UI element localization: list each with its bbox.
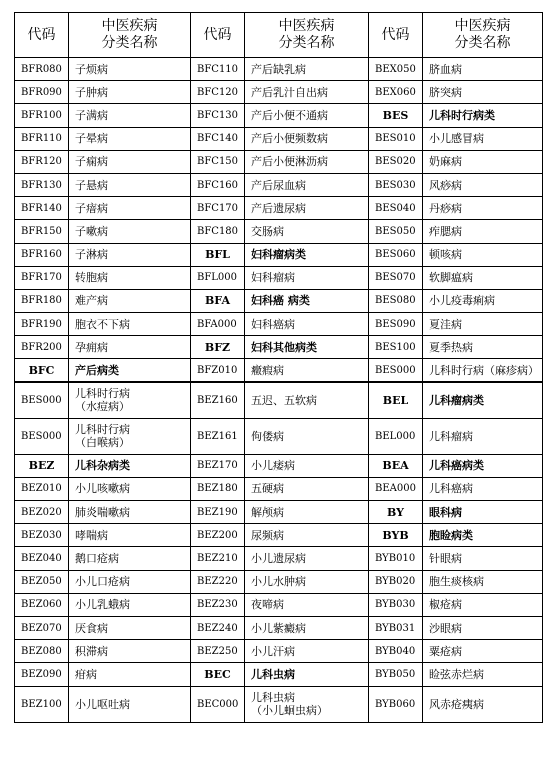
disease-name-cell: 转胞病 xyxy=(69,266,191,289)
category-name-cell: 儿科虫病 xyxy=(245,663,369,686)
disease-name-cell: 产后遗尿病 xyxy=(245,197,369,220)
code-cell: BEZ210 xyxy=(191,547,245,570)
category-code-cell: BYB xyxy=(369,524,423,547)
table-row xyxy=(15,418,543,454)
code-cell: BES100 xyxy=(369,336,423,359)
disease-name-cell: 子满病 xyxy=(69,104,191,127)
code-cell: BEZ070 xyxy=(15,616,69,639)
disease-name-cell: 产后小便淋沥病 xyxy=(245,150,369,173)
category-name-cell: 妇科其他病类 xyxy=(245,336,369,359)
disease-name-cell: 儿科时行病 （白喉病） xyxy=(69,418,191,454)
code-cell: BFR200 xyxy=(15,336,69,359)
code-cell: BEZ040 xyxy=(15,547,69,570)
disease-name-cell: 儿科虫病 （小儿蛔虫病） xyxy=(245,686,369,722)
code-cell: BFL000 xyxy=(191,266,245,289)
code-cell: BFR080 xyxy=(15,58,69,81)
disease-name-cell: 儿科时行病 （水痘病） xyxy=(69,382,191,418)
table-row xyxy=(15,150,543,173)
header-name-line1: 中医疾病 xyxy=(278,18,335,34)
disease-name-cell: 子瘖病 xyxy=(69,197,191,220)
code-cell: BEZ080 xyxy=(15,640,69,663)
disease-name-cell: 厌食病 xyxy=(69,616,191,639)
table-body xyxy=(15,58,543,723)
disease-name-cell: 丹痧病 xyxy=(423,197,543,220)
disease-name-cell: 尿频病 xyxy=(245,524,369,547)
code-cell: BYB050 xyxy=(369,663,423,686)
code-cell: BFR130 xyxy=(15,173,69,196)
code-cell: BEZ230 xyxy=(191,593,245,616)
code-cell: BES030 xyxy=(369,173,423,196)
disease-name-cell: 难产病 xyxy=(69,289,191,312)
code-cell: BYB030 xyxy=(369,593,423,616)
code-cell: BEZ190 xyxy=(191,501,245,524)
disease-name-cell: 产后小便频数病 xyxy=(245,127,369,150)
disease-name-cell: 子淋病 xyxy=(69,243,191,266)
disease-name-cell: 沙眼病 xyxy=(423,616,543,639)
disease-name-cell: 积滞病 xyxy=(69,640,191,663)
category-name-cell: 胞睑病类 xyxy=(423,524,543,547)
table-row xyxy=(15,289,543,312)
code-cell: BFC150 xyxy=(191,150,245,173)
disease-name-cell: 子烦病 xyxy=(69,58,191,81)
table-row xyxy=(15,477,543,500)
disease-name-cell: 肺炎喘嗽病 xyxy=(69,501,191,524)
disease-name-cell: 解颅病 xyxy=(245,501,369,524)
header-name-1 xyxy=(69,13,191,58)
disease-name-cell: 胞生痰核病 xyxy=(423,570,543,593)
code-cell: BFR120 xyxy=(15,150,69,173)
code-cell: BEZ020 xyxy=(15,501,69,524)
table-row xyxy=(15,58,543,81)
code-cell: BFC110 xyxy=(191,58,245,81)
disease-name-cell: 椒疮病 xyxy=(423,593,543,616)
code-cell: BES000 xyxy=(369,359,423,382)
code-cell: BES010 xyxy=(369,127,423,150)
disease-name-cell: 风痧病 xyxy=(423,173,543,196)
code-cell: BYB031 xyxy=(369,616,423,639)
code-cell: BEZ100 xyxy=(15,686,69,722)
category-name-cell: 儿科时行病类 xyxy=(423,104,543,127)
disease-name-cell: 小儿紫癜病 xyxy=(245,616,369,639)
code-cell: BFR170 xyxy=(15,266,69,289)
table-row xyxy=(15,197,543,220)
disease-name-cell: 哮喘病 xyxy=(69,524,191,547)
header-code-3: 代码 xyxy=(369,13,423,58)
table-row xyxy=(15,640,543,663)
category-code-cell: BFZ xyxy=(191,336,245,359)
disease-name-cell: 子悬病 xyxy=(69,173,191,196)
disease-name-cell: 鹅口疮病 xyxy=(69,547,191,570)
table-row xyxy=(15,266,543,289)
disease-name-cell: 小儿咳嗽病 xyxy=(69,477,191,500)
category-name-cell: 儿科瘤病类 xyxy=(423,382,543,418)
table-row xyxy=(15,127,543,150)
code-cell: BFC160 xyxy=(191,173,245,196)
category-code-cell: BFA xyxy=(191,289,245,312)
disease-name-cell: 子嗽病 xyxy=(69,220,191,243)
code-cell: BES000 xyxy=(15,418,69,454)
code-cell: BFC140 xyxy=(191,127,245,150)
header-name-line1: 中医疾病 xyxy=(454,18,511,34)
header-name-3 xyxy=(423,13,543,58)
category-name-cell: 儿科癌病类 xyxy=(423,454,543,477)
disease-name-cell: 夜啼病 xyxy=(245,593,369,616)
code-cell: BEX060 xyxy=(369,81,423,104)
disease-name-cell: 交肠病 xyxy=(245,220,369,243)
disease-name-cell: 夏季热病 xyxy=(423,336,543,359)
category-code-cell: BEA xyxy=(369,454,423,477)
code-cell: BEZ200 xyxy=(191,524,245,547)
disease-name-cell: 粟疮病 xyxy=(423,640,543,663)
category-name-cell: 眼科病 xyxy=(423,501,543,524)
disease-name-cell: 痄腮病 xyxy=(423,220,543,243)
disease-name-cell: 孕痈病 xyxy=(69,336,191,359)
table-header-row xyxy=(15,13,543,58)
code-cell: BFZ010 xyxy=(191,359,245,382)
disease-name-cell: 小儿痿病 xyxy=(245,454,369,477)
disease-name-cell: 产后乳汁自出病 xyxy=(245,81,369,104)
disease-code-table-container xyxy=(14,12,543,723)
disease-name-cell: 妇科瘤病 xyxy=(245,266,369,289)
category-code-cell: BES xyxy=(369,104,423,127)
code-cell: BES050 xyxy=(369,220,423,243)
code-cell: BFC120 xyxy=(191,81,245,104)
category-code-cell: BFC xyxy=(15,359,69,382)
disease-name-cell: 儿科瘤病 xyxy=(423,418,543,454)
category-code-cell: BFL xyxy=(191,243,245,266)
code-cell: BEZ250 xyxy=(191,640,245,663)
disease-name-cell: 儿科时行病（麻疹病） xyxy=(423,359,543,382)
category-code-cell: BEC xyxy=(191,663,245,686)
code-cell: BEZ030 xyxy=(15,524,69,547)
code-cell: BEZ090 xyxy=(15,663,69,686)
code-cell: BFC130 xyxy=(191,104,245,127)
code-cell: BFC180 xyxy=(191,220,245,243)
disease-name-cell: 小儿呕吐病 xyxy=(69,686,191,722)
disease-name-cell: 产后尿血病 xyxy=(245,173,369,196)
table-row xyxy=(15,454,543,477)
disease-name-cell: 子痫病 xyxy=(69,150,191,173)
table-row xyxy=(15,593,543,616)
table-row xyxy=(15,220,543,243)
table-row xyxy=(15,547,543,570)
code-cell: BFR090 xyxy=(15,81,69,104)
category-name-cell: 儿科杂病类 xyxy=(69,454,191,477)
table-row xyxy=(15,359,543,382)
disease-name-cell: 小儿乳蛾病 xyxy=(69,593,191,616)
code-cell: BEZ170 xyxy=(191,454,245,477)
category-code-cell: BEZ xyxy=(15,454,69,477)
disease-name-cell: 小儿疫毒痢病 xyxy=(423,289,543,312)
code-cell: BES080 xyxy=(369,289,423,312)
disease-name-cell: 小儿遗尿病 xyxy=(245,547,369,570)
header-name-line2: 分类名称 xyxy=(101,35,158,51)
code-cell: BEZ010 xyxy=(15,477,69,500)
disease-name-cell: 脐血病 xyxy=(423,58,543,81)
code-cell: BEZ160 xyxy=(191,382,245,418)
category-name-cell: 妇科瘤病类 xyxy=(245,243,369,266)
table-row xyxy=(15,173,543,196)
table-row xyxy=(15,570,543,593)
table-row xyxy=(15,382,543,418)
table-row xyxy=(15,104,543,127)
header-name-2 xyxy=(245,13,369,58)
code-cell: BEL000 xyxy=(369,418,423,454)
code-cell: BFA000 xyxy=(191,313,245,336)
code-cell: BEZ161 xyxy=(191,418,245,454)
code-cell: BEZ050 xyxy=(15,570,69,593)
table-row xyxy=(15,501,543,524)
category-name-cell: 妇科癌 病类 xyxy=(245,289,369,312)
table-row xyxy=(15,524,543,547)
disease-name-cell: 软脚瘟病 xyxy=(423,266,543,289)
code-cell: BFR180 xyxy=(15,289,69,312)
code-cell: BFR160 xyxy=(15,243,69,266)
code-cell: BES020 xyxy=(369,150,423,173)
disease-name-cell: 胞衣不下病 xyxy=(69,313,191,336)
header-code-1: 代码 xyxy=(15,13,69,58)
code-cell: BFR140 xyxy=(15,197,69,220)
disease-name-cell: 子肿病 xyxy=(69,81,191,104)
disease-name-cell: 睑弦赤烂病 xyxy=(423,663,543,686)
disease-name-cell: 儿科癌病 xyxy=(423,477,543,500)
disease-name-cell: 小儿感冒病 xyxy=(423,127,543,150)
code-cell: BEA000 xyxy=(369,477,423,500)
table-row xyxy=(15,336,543,359)
disease-name-cell: 小儿水肿病 xyxy=(245,570,369,593)
code-cell: BYB040 xyxy=(369,640,423,663)
code-cell: BEZ240 xyxy=(191,616,245,639)
disease-name-cell: 小儿汗病 xyxy=(245,640,369,663)
table-row xyxy=(15,243,543,266)
table-row xyxy=(15,81,543,104)
disease-name-cell: 癥瘕病 xyxy=(245,359,369,382)
header-code-2: 代码 xyxy=(191,13,245,58)
code-cell: BES070 xyxy=(369,266,423,289)
code-cell: BEX050 xyxy=(369,58,423,81)
code-cell: BEZ220 xyxy=(191,570,245,593)
disease-name-cell: 五硬病 xyxy=(245,477,369,500)
disease-name-cell: 脐突病 xyxy=(423,81,543,104)
code-cell: BFR100 xyxy=(15,104,69,127)
header-name-line2: 分类名称 xyxy=(278,35,335,51)
disease-name-cell: 奶麻病 xyxy=(423,150,543,173)
disease-name-cell: 针眼病 xyxy=(423,547,543,570)
code-cell: BYB010 xyxy=(369,547,423,570)
code-cell: BEC000 xyxy=(191,686,245,722)
disease-name-cell: 疳病 xyxy=(69,663,191,686)
table-row xyxy=(15,663,543,686)
disease-name-cell: 妇科癌病 xyxy=(245,313,369,336)
disease-name-cell: 产后缺乳病 xyxy=(245,58,369,81)
disease-name-cell: 子晕病 xyxy=(69,127,191,150)
header-name-line2: 分类名称 xyxy=(454,35,511,51)
disease-name-cell: 小儿口疮病 xyxy=(69,570,191,593)
disease-name-cell: 产后小便不通病 xyxy=(245,104,369,127)
disease-name-cell: 顿咳病 xyxy=(423,243,543,266)
code-cell: BEZ180 xyxy=(191,477,245,500)
disease-name-cell: 佝偻病 xyxy=(245,418,369,454)
code-cell: BFC170 xyxy=(191,197,245,220)
code-cell: BYB020 xyxy=(369,570,423,593)
disease-name-cell: 风赤疮痍病 xyxy=(423,686,543,722)
header-name-line1: 中医疾病 xyxy=(101,18,158,34)
disease-code-table xyxy=(14,12,543,723)
code-cell: BYB060 xyxy=(369,686,423,722)
code-cell: BFR190 xyxy=(15,313,69,336)
disease-name-cell: 夏洼病 xyxy=(423,313,543,336)
table-row xyxy=(15,313,543,336)
code-cell: BES090 xyxy=(369,313,423,336)
code-cell: BEZ060 xyxy=(15,593,69,616)
category-name-cell: 产后病类 xyxy=(69,359,191,382)
category-code-cell: BEL xyxy=(369,382,423,418)
code-cell: BES000 xyxy=(15,382,69,418)
category-code-cell: BY xyxy=(369,501,423,524)
table-row xyxy=(15,686,543,722)
disease-name-cell: 五迟、五软病 xyxy=(245,382,369,418)
code-cell: BFR110 xyxy=(15,127,69,150)
code-cell: BES060 xyxy=(369,243,423,266)
code-cell: BFR150 xyxy=(15,220,69,243)
code-cell: BES040 xyxy=(369,197,423,220)
table-row xyxy=(15,616,543,639)
